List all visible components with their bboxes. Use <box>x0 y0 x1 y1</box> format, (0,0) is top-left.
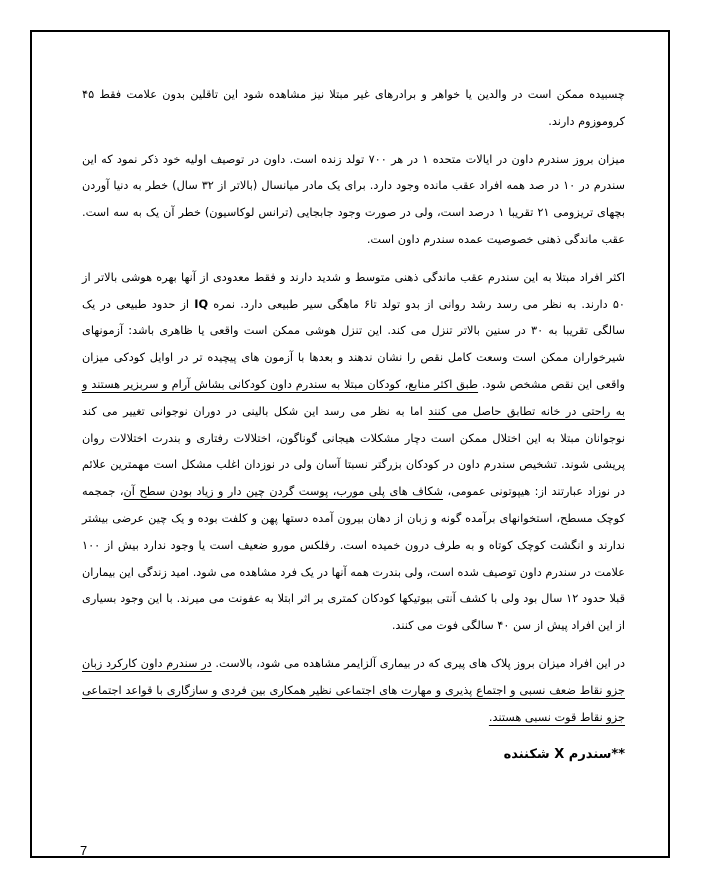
paragraph-text: اما به نظر می رسد این شکل بالینی در دوران نوجوانی تغییر می کند نوجوانان مبتلا به این اختلال ممکن است دچار مشکلات هیجانی گوناگون، اختلالات رفتاری و بندرت اختلالات روان پریشی شوند. تشخیص سندرم داون در کودکان بزرگتر نسبتا آسان ولی در نوزدان اغلب مشکل است مهمترین علائم در نوزاد عبارتند از: هیپوتونی عمومی، <box>82 404 625 499</box>
paragraph-text: در این افراد میزان بروز پلاک های پیری که در بیماری آلزایمر مشاهده می شود، بالاست. <box>211 656 626 670</box>
paragraph-text: اکثر افراد مبتلا به این سندرم عقب ماندگی ذهنی متوسط و شدید دارند و فقط معدودی از آنها بهره هوشی بالاتر از ۵۰ دارند. به نظر می رسد رشد روانی از بدو تولد تا۶ ماهگی سیر طبیعی دارد. نمره <box>82 270 625 311</box>
paragraph-2 <box>82 147 625 254</box>
underlined-text: طبق اکثر منابع، کودکان مبتلا به سندرم داون کودکانی بشاش آرام و سربزیر هستند و به راحتی در خانه تطابق حاصل می کنند <box>82 377 625 418</box>
underlined-text: شکاف های پلی مورب، پوست گردن چین دار و زیاد بودن سطح آن <box>123 485 444 499</box>
paragraph-text: میزان بروز سندرم داون در ایالات متحده ۱ در هر ۷۰۰ تولد زنده است. داون در توصیف اولیه خود ذکر نمود که این سندرم در ۱۰ در صد همه افراد عقب مانده وجود دارد. برای یک مادر میانسال (بالاتر از ۳۲ سال) خطر به دنیا آوردن بچهای تریزومی ۲۱ تقریبا ۱ درصد است، ولی در صورت وجود جابجایی (ترانس لوکاسیون) خطر آن یک به سه است. عقب ماندگی ذهنی خصوصیت عمده سندرم داون است. <box>82 152 625 246</box>
paragraph-text: از حدود طبیعی در یک سالگی تقریبا به ۳۰ در سنین بالاتر تنزل می کند. این تنزل هوشی ممکن است واقعی یا ظاهری باشد: آزمونهای شیرخواران ممکن است وسعت کامل نقص را نشان ندهند و بعدها با آزمون های پیچیده تر در اوایل کودکی میزان واقعی این نقص مشخص شود. <box>82 297 625 391</box>
paragraph-4 <box>82 651 625 731</box>
paragraph-3 <box>82 265 625 640</box>
underlined-text: در سندرم داون کارکرد زبان جزو نقاط ضعف نسبی و اجتماع پذیری و مهارت های اجتماعی نظیر همکاری بین فردی و سازگاری با قواعد اجتماعی جزو نقاط قوت نسبی هستند. <box>82 656 625 724</box>
paragraph-1 <box>82 82 625 136</box>
paragraph-text: ، جمجمه کوچک مسطح، استخوانهای برآمده گونه و زبان از دهان بیرون آمده دستها پهن و کلفت بوده و یک چین عرضی بیشتر ندارند و انگشت کوچک کوتاه و به طرف درون خمیده است. رفلکس مورو ضعیف است یا وجود ندارد بیش از ۱۰۰ علامت در سندرم داون توصیف شده است، ولی بندرت همه آنها در یک فرد مشاهده می شود. امید زندگی این بیماران قبلا حدود ۱۲ سال بود ولی با کشف آنتی بیوتیکها کودکان کمتری بر اثر ابتلا به عفونت می میرند. با این وجود بسیاری از این افراد پیش از سن ۴۰ سالگی فوت می کنند. <box>82 485 625 633</box>
paragraph-text: چسبیده ممکن است در والدین یا خواهر و برادرهای غیر مبتلا نیز مشاهده شود این تاقلین بدون علامت فقط ۴۵ کروموزوم دارند. <box>82 88 625 128</box>
page-number: 7 <box>80 843 88 858</box>
document-body <box>82 82 625 769</box>
section-heading: **سندرم X شکننده <box>503 747 625 763</box>
iq-term: IQ <box>194 297 209 311</box>
